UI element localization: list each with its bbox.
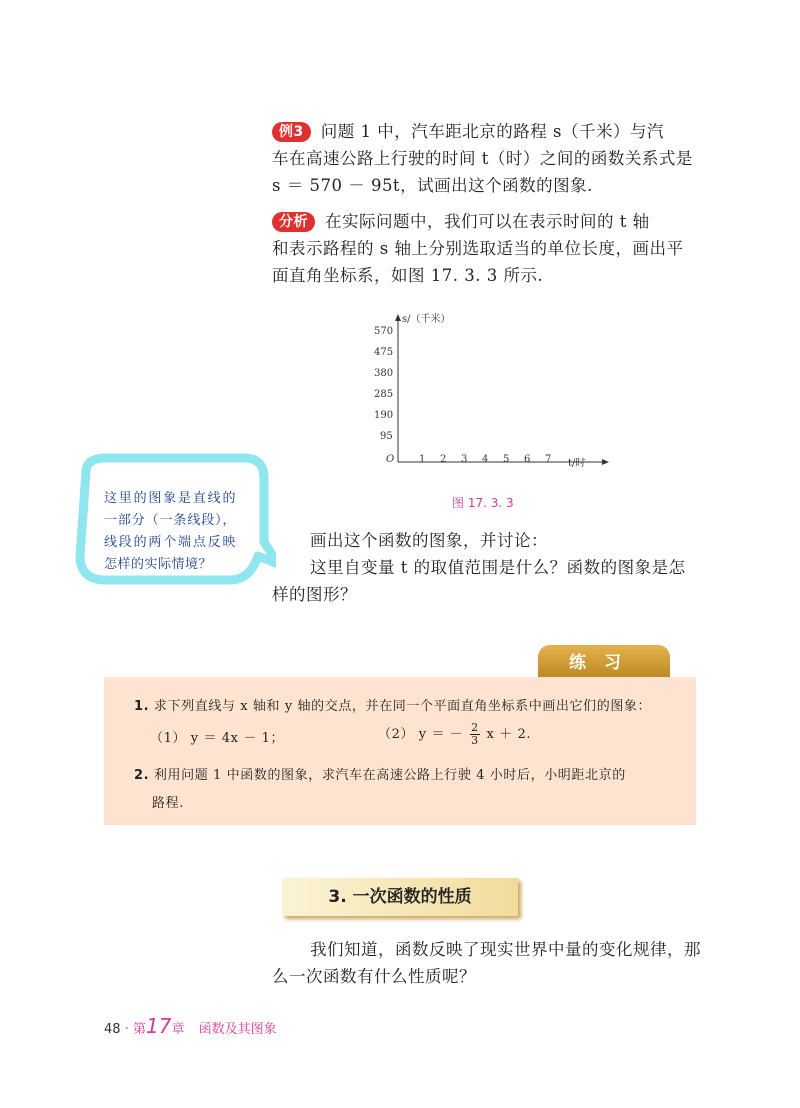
example-tag: 例3 [272, 122, 311, 142]
y-tick-label: 190 [374, 410, 394, 421]
example-line-1: 问题 1 中，汽车距北京的路程 s（千米）与汽 [320, 122, 664, 141]
q1-text: 求下列直线与 x 轴和 y 轴的交点，并在同一个平面直角坐标系中画出它们的图象： [153, 699, 652, 714]
discussion-line-3: 样的图形？ [272, 585, 357, 604]
y-tick-label: 380 [374, 368, 394, 379]
y-tick-label: 570 [374, 326, 394, 337]
discussion-paragraph [272, 527, 702, 608]
section-paragraph [272, 936, 702, 990]
axes-graphic [360, 308, 610, 478]
x-axis-label: t/时 [568, 458, 586, 469]
q1-b-suffix: x ＋ 2. [486, 727, 532, 742]
x-tick-label: 3 [461, 454, 468, 465]
bubble-text: 这里的图象是直线的一部分（一条线段），线段的两个端点反映怎样的实际情境？ [104, 491, 236, 572]
section-line-2: 么一次函数有什么性质呢？ [272, 967, 476, 986]
x-tick-label: 1 [419, 454, 426, 465]
q1-number: 1. [134, 699, 150, 714]
exercise-tab: 练习 [538, 645, 670, 681]
coordinate-figure [360, 308, 610, 478]
q2-number: 2. [134, 768, 150, 783]
analysis-tag: 分析 [272, 212, 315, 232]
fraction-numerator: 2 [471, 721, 479, 734]
chapter-title: 函数及其图象 [198, 1022, 277, 1037]
chapter-prefix: 第 [132, 1022, 146, 1037]
exercise-q2-line-2: 路程. [152, 796, 184, 811]
section-line-1: 我们知道，函数反映了现实世界中量的变化规律，那 [310, 940, 701, 959]
y-tick-label: 285 [374, 389, 394, 400]
analysis-line-2: 和表示路程的 s 轴上分别选取适当的单位长度，画出平 [272, 239, 684, 258]
y-tick-label: 475 [374, 347, 394, 358]
y-axis-label: s/（千米） [402, 314, 451, 325]
q1-b-prefix: （2） y ＝ － [378, 727, 464, 742]
x-tick-label: 6 [524, 454, 531, 465]
y-tick-label: 95 [380, 431, 393, 442]
footer-dot: · [124, 1022, 129, 1037]
x-tick-label: 5 [503, 454, 510, 465]
analysis-line-3: 面直角坐标系，如图 17. 3. 3 所示. [272, 266, 544, 285]
example-paragraph [272, 118, 702, 199]
chapter-number: 17 [145, 1014, 172, 1038]
exercise-q1 [134, 695, 651, 714]
discussion-line-1: 画出这个函数的图象，并讨论： [310, 531, 548, 550]
chapter-suffix: 章 [171, 1022, 185, 1037]
discussion-line-2: 这里自变量 t 的取值范围是什么？函数的图象是怎 [310, 558, 686, 577]
exercise-q1-a: （1） y ＝ 4x － 1； [150, 731, 285, 746]
analysis-paragraph [272, 208, 702, 289]
q1-b-fraction [470, 722, 480, 747]
section-heading: 3. 一次函数的性质 [282, 878, 518, 916]
exercise-q1-b [378, 722, 531, 747]
example-line-2: 车在高速公路上行驶的时间 t（时）之间的函数关系式是 [272, 149, 693, 168]
x-tick-label: 4 [482, 454, 489, 465]
x-tick-label: 2 [440, 454, 447, 465]
analysis-line-1: 在实际问题中，我们可以在表示时间的 t 轴 [325, 212, 650, 231]
origin-label: O [386, 454, 395, 465]
exercise-q2 [134, 764, 626, 783]
fraction-denominator: 3 [471, 734, 479, 747]
page-number: 48 [104, 1022, 121, 1037]
q2-line-1: 利用问题 1 中函数的图象，求汽车在高速公路上行驶 4 小时后，小明距北京的 [153, 768, 626, 783]
example-line-3: s ＝ 570 － 95t，试画出这个函数的图象. [272, 176, 593, 195]
page-footer [104, 1014, 277, 1038]
x-tick-label: 7 [545, 454, 552, 465]
figure-caption: 图 17. 3. 3 [452, 496, 514, 510]
